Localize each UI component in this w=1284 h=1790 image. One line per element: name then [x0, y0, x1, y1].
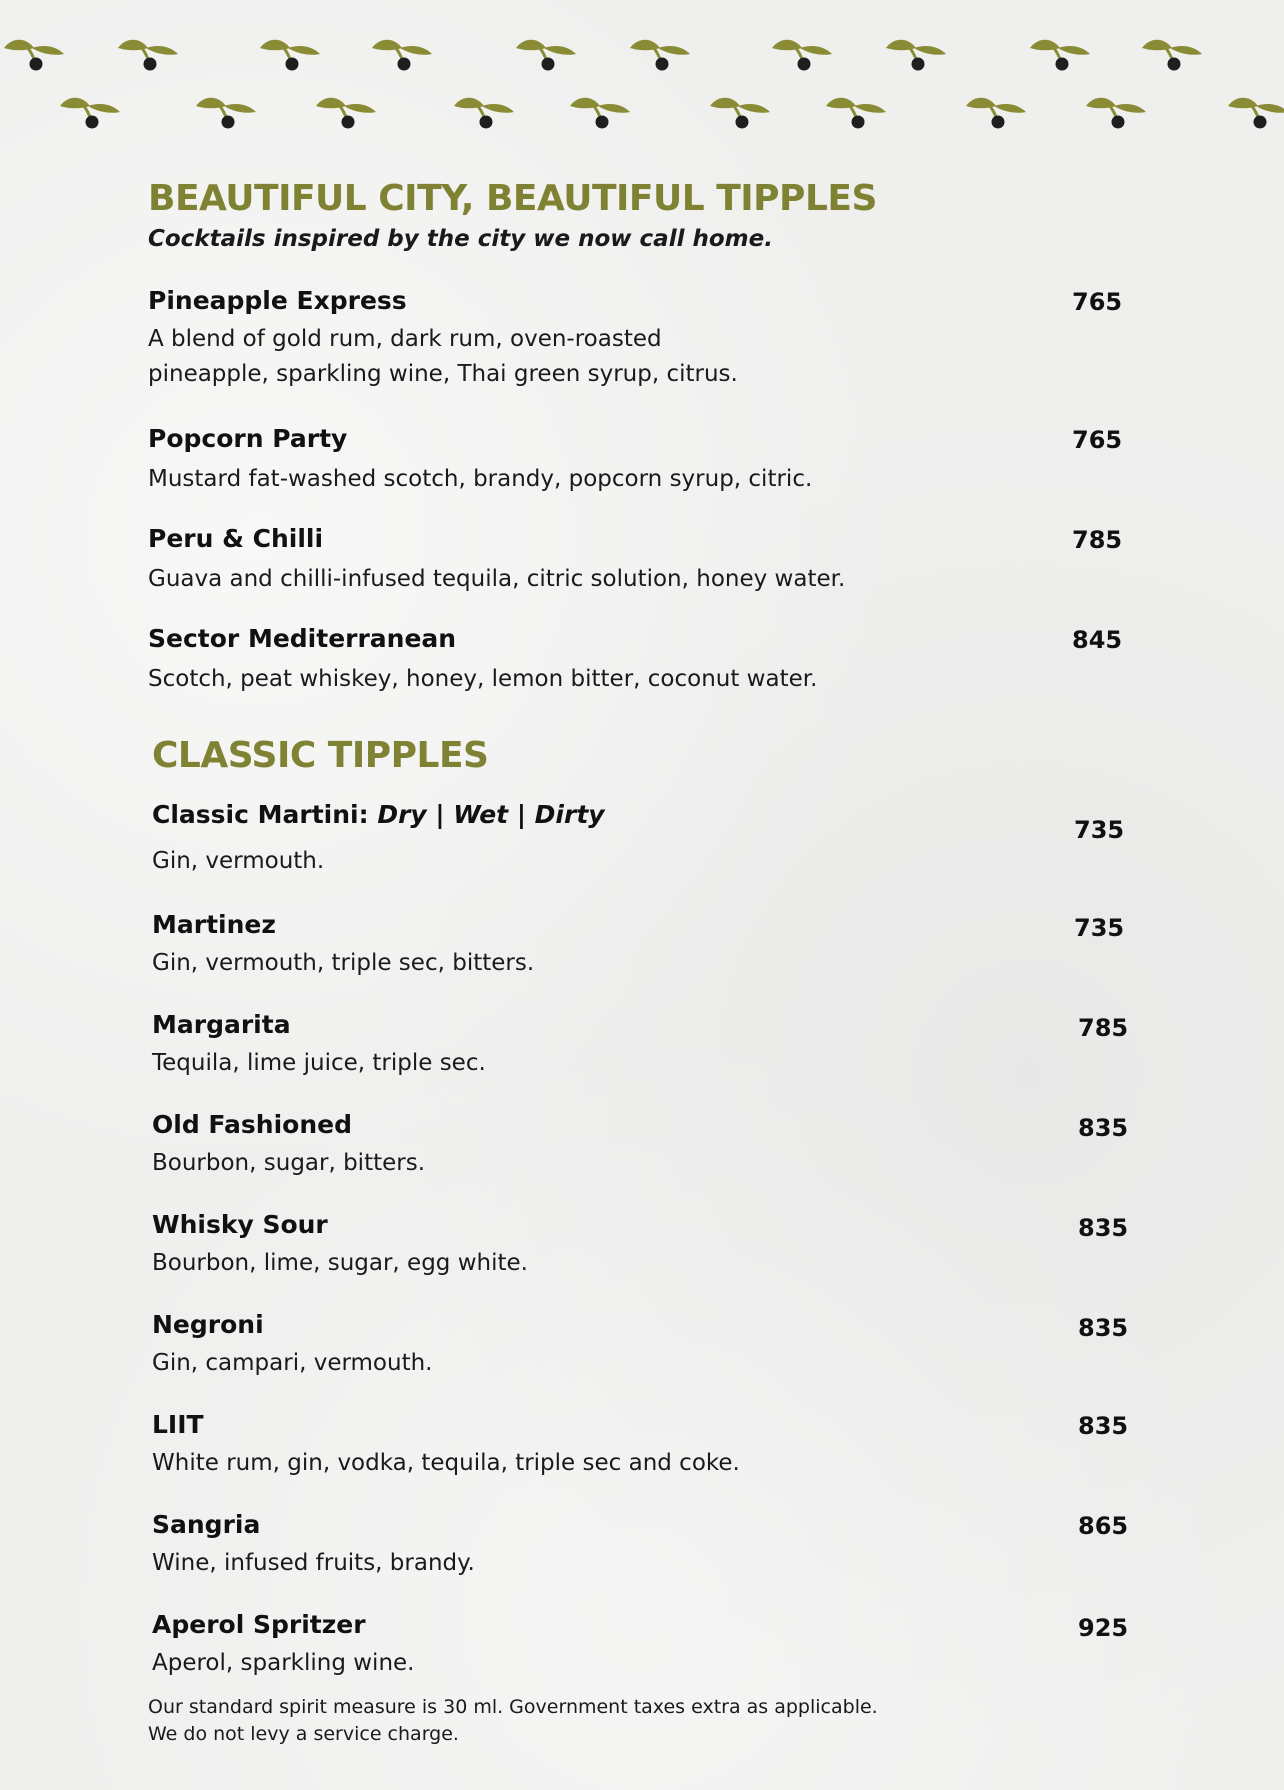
item-name: Aperol Spritzer [152, 1610, 366, 1639]
item-description: Mustard fat-washed scotch, brandy, popcorn syrup, citric. [148, 466, 813, 492]
item-price: 765 [1072, 288, 1123, 316]
item-description: Aperol, sparkling wine. [152, 1650, 415, 1676]
item-price: 765 [1072, 426, 1123, 454]
section-title-classic: CLASSIC TIPPLES [152, 735, 489, 776]
item-description: White rum, gin, vodka, tequila, triple sec and coke. [152, 1450, 740, 1476]
item-description: Guava and chilli-infused tequila, citric solution, honey water. [148, 566, 846, 592]
item-price: 925 [1078, 1614, 1129, 1642]
item-name: Popcorn Party [148, 424, 348, 453]
section-subtitle-signature: Cocktails inspired by the city we now call home. [148, 226, 773, 252]
section-title-signature: BEAUTIFUL CITY, BEAUTIFUL TIPPLES [148, 178, 877, 219]
item-description: Gin, vermouth, triple sec, bitters. [152, 950, 535, 976]
footnote-line: We do not levy a service charge. [148, 1723, 459, 1745]
item-description: Scotch, peat whiskey, honey, lemon bitter, coconut water. [148, 666, 818, 692]
item-price: 785 [1078, 1014, 1129, 1042]
footnote [148, 1694, 878, 1748]
item-price: 835 [1078, 1412, 1129, 1440]
item-name: Pineapple Express [148, 286, 407, 315]
item-price: 785 [1072, 526, 1123, 554]
item-name: Whisky Sour [152, 1210, 328, 1239]
item-price: 735 [1074, 914, 1125, 942]
item-name: Peru & Chilli [148, 524, 324, 553]
item-description: Bourbon, sugar, bitters. [152, 1150, 426, 1176]
item-name: Margarita [152, 1010, 291, 1039]
item-name: Classic Martini: Dry | Wet | Dirty [152, 800, 605, 829]
item-name: Sangria [152, 1510, 261, 1539]
item-description: Wine, infused fruits, brandy. [152, 1550, 475, 1576]
item-name: Sector Mediterranean [148, 624, 457, 653]
item-description: Gin, vermouth. [152, 848, 325, 874]
item-price: 735 [1074, 816, 1125, 844]
item-name: Negroni [152, 1310, 264, 1339]
footnote-line: Our standard spirit measure is 30 ml. Government taxes extra as applicable. [148, 1696, 878, 1718]
item-name: Old Fashioned [152, 1110, 352, 1139]
item-variants: Dry | Wet | Dirty [377, 800, 605, 829]
item-price: 835 [1078, 1214, 1129, 1242]
item-price: 835 [1078, 1314, 1129, 1342]
item-description: Bourbon, lime, sugar, egg white. [152, 1250, 528, 1276]
item-price: 865 [1078, 1512, 1129, 1540]
item-name: LIIT [152, 1410, 204, 1439]
item-description: A blend of gold rum, dark rum, oven-roasted pineapple, sparkling wine, Thai green syrup, citrus. [148, 326, 738, 387]
item-price: 835 [1078, 1114, 1129, 1142]
item-description: Gin, campari, vermouth. [152, 1350, 433, 1376]
item-description: Tequila, lime juice, triple sec. [152, 1050, 486, 1076]
item-name: Martinez [152, 910, 276, 939]
item-price: 845 [1072, 626, 1123, 654]
